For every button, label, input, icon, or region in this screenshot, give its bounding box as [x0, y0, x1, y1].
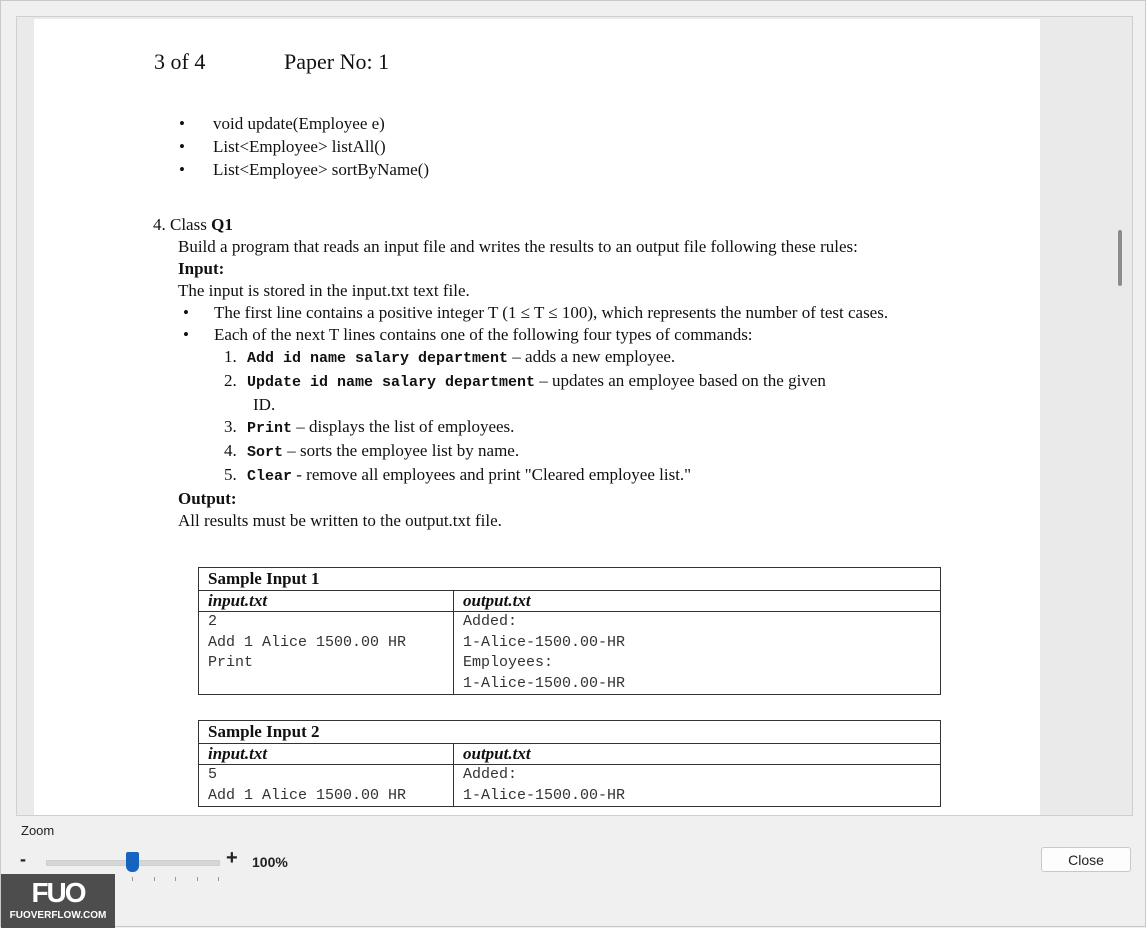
question-section: [153, 214, 973, 532]
command-code: Update id name salary department: [247, 374, 536, 391]
page-indicator: 3 of 4: [154, 49, 206, 74]
command-description-wrap: ID.: [253, 395, 276, 414]
command-code: Sort: [247, 444, 284, 461]
command-item: [153, 346, 973, 370]
slider-tick: [154, 877, 155, 881]
paper-number: Paper No: 1: [284, 49, 390, 74]
watermark-logo-mark: FUO: [31, 877, 85, 908]
sample-table-1: [198, 567, 941, 695]
sample-input-content: 2 Add 1 Alice 1500.00 HR Print: [199, 612, 454, 695]
command-item: [153, 370, 973, 416]
sample-output-content: Added: 1-Alice-1500.00-HR: [454, 765, 941, 807]
command-code: Add id name salary department: [247, 350, 509, 367]
command-item: [153, 464, 973, 488]
command-code: Clear: [247, 468, 293, 485]
scrollbar-thumb[interactable]: [1118, 230, 1122, 286]
command-code: Print: [247, 420, 293, 437]
zoom-value: 100%: [252, 854, 288, 870]
command-number: 4.: [224, 441, 237, 460]
input-bullet-commands: • Each of the next T lines contains one of the following four types of commands:: [178, 324, 973, 346]
output-heading: Output:: [178, 489, 237, 508]
section-title-class: Q1: [211, 215, 233, 234]
command-number: 1.: [224, 347, 237, 366]
section-title-prefix: 4. Class: [153, 215, 212, 234]
document-page: [34, 19, 1040, 816]
command-number: 2.: [224, 371, 237, 390]
input-file-label: input.txt: [199, 744, 454, 765]
vertical-scrollbar[interactable]: [1108, 17, 1132, 815]
section-intro: Build a program that reads an input file and writes the results to an output file following these rules:: [178, 237, 858, 256]
slider-tick: [218, 877, 219, 881]
slider-tick: [175, 877, 176, 881]
input-heading: Input:: [178, 259, 225, 278]
command-description: – displays the list of employees.: [292, 417, 515, 436]
list-item: • List<Employee> listAll(): [179, 135, 429, 158]
command-number: 3.: [224, 417, 237, 436]
command-description: - remove all employees and print "Cleared employee list.": [292, 465, 692, 484]
close-button[interactable]: Close: [1041, 847, 1131, 872]
command-description: – sorts the employee list by name.: [283, 441, 520, 460]
document-viewer[interactable]: [16, 16, 1133, 816]
watermark-site: FUOVERFLOW.COM: [9, 910, 107, 921]
output-file-label: output.txt: [454, 591, 941, 612]
sample-output-content: Added: 1-Alice-1500.00-HR Employees: 1-Alice-1500.00-HR: [454, 612, 941, 695]
sample-table-2: [198, 720, 941, 807]
section-title: [153, 214, 973, 236]
input-file-label: input.txt: [199, 591, 454, 612]
slider-tick: [132, 877, 133, 881]
command-item: [153, 440, 973, 464]
slider-tick: [197, 877, 198, 881]
zoom-slider-thumb[interactable]: [126, 852, 139, 872]
command-item: [153, 416, 973, 440]
zoom-out-button[interactable]: -: [20, 849, 26, 869]
input-description: The input is stored in the input.txt text file.: [178, 281, 470, 300]
list-item: • void update(Employee e): [179, 112, 429, 135]
command-description: – updates an employee based on the given: [535, 371, 826, 390]
list-item: • List<Employee> sortByName(): [179, 158, 429, 181]
zoom-label: Zoom: [21, 823, 55, 838]
method-list: [179, 112, 429, 181]
sample-title: Sample Input 2: [199, 721, 941, 744]
zoom-in-button[interactable]: +: [226, 847, 238, 869]
watermark-logo: [1, 874, 115, 928]
sample-input-content: 5 Add 1 Alice 1500.00 HR: [199, 765, 454, 807]
command-number: 5.: [224, 465, 237, 484]
command-description: – adds a new employee.: [508, 347, 676, 366]
output-file-label: output.txt: [454, 744, 941, 765]
output-description: All results must be written to the output.txt file.: [178, 511, 502, 530]
input-bullet-first-line: • The first line contains a positive integer T (1 ≤ T ≤ 100), which represents the number of test cases.: [178, 302, 973, 324]
page-header: [154, 49, 390, 75]
sample-title: Sample Input 1: [199, 568, 941, 591]
